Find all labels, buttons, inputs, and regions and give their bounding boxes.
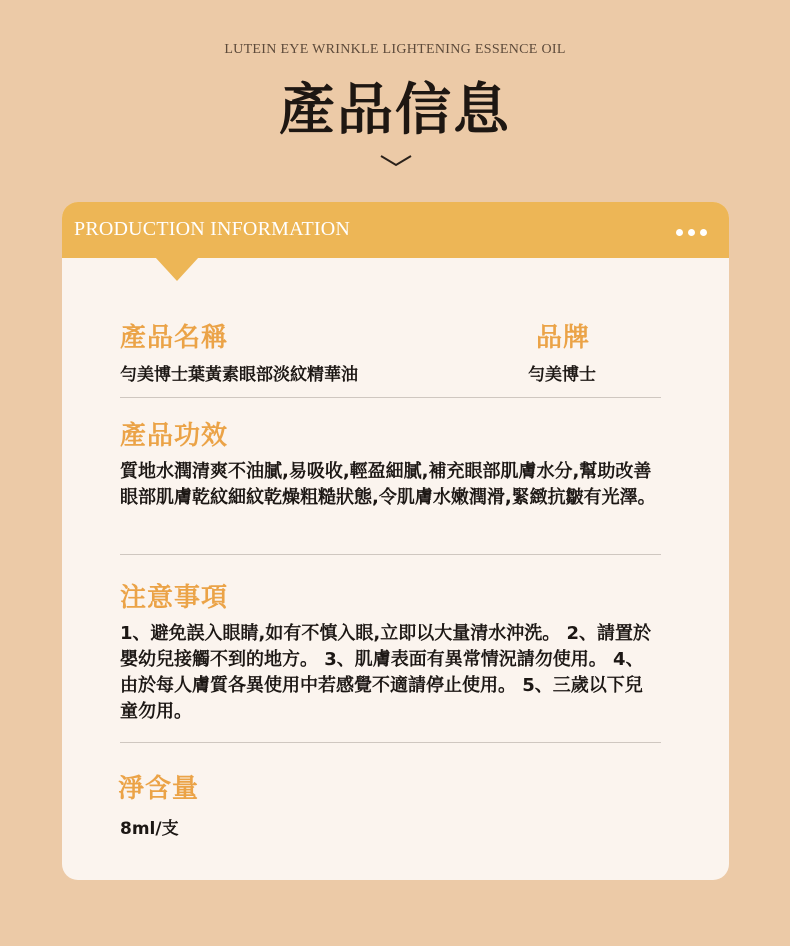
card-header <box>62 202 729 258</box>
efficacy-text: 質地水潤清爽不油膩,易吸收,輕盈細膩,補充眼部肌膚水分,幫助改善眼部肌膚乾紋細紋乾燥粗糙狀態,令肌膚水嫩潤滑,緊緻抗皺有光澤。 <box>120 461 656 508</box>
net-content-value: 8ml/支 <box>120 819 179 839</box>
page-subtitle: LUTEIN EYE WRINKLE LIGHTENING ESSENCE OIL <box>224 42 566 57</box>
divider <box>120 397 661 398</box>
header-pointer <box>155 257 199 281</box>
card-header-title: PRODUCTION INFORMATION <box>74 218 351 240</box>
product-info-card <box>62 202 729 880</box>
precautions-text: 1、避免誤入眼睛,如有不慎入眼,立即以大量清水沖洗。 2、請置於嬰幼兒接觸不到的地方。 3、肌膚表面有異常情況請勿使用。 4、由於每人膚質各異使用中若感覺不適請停止使用。 5、三歲以下兒童勿用。 <box>120 623 651 722</box>
page-title: 產品信息 <box>279 78 511 143</box>
product-name-label: 產品名稱 <box>120 323 229 353</box>
efficacy-label: 產品功效 <box>120 421 229 451</box>
product-name-value: 勻美博士葉黃素眼部淡紋精華油 <box>120 365 358 385</box>
brand-label: 品牌 <box>536 323 591 353</box>
precautions-label: 注意事項 <box>120 583 229 613</box>
divider <box>120 742 661 743</box>
divider <box>120 554 661 555</box>
chevron-down-icon <box>379 152 413 168</box>
more-dots-icon <box>676 229 707 236</box>
net-content-label: 淨含量 <box>118 774 200 804</box>
brand-value: 勻美博士 <box>528 365 596 385</box>
